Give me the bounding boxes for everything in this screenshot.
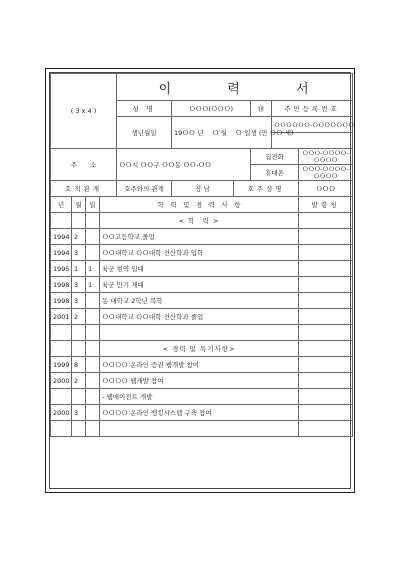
row-month: 2 [72,229,86,245]
row-year: 1998 [51,293,72,309]
relation-value: 장 남 [172,181,234,197]
section-education: < 학 력 > [100,213,299,229]
name-value: ＯＯＯ(ＯＯＯ) [172,101,251,117]
name-label: 성 명 [117,101,172,117]
row-issuer [299,245,353,261]
photo-box: ( 3 x 4 ) [51,74,117,149]
row-day [86,373,100,389]
row-month: 2 [72,373,86,389]
row-year: 1994 [51,229,72,245]
rrn-value: ＯＯＯＯＯＯ-ＯＯＯＯＯＯＯ [272,117,353,133]
col-month: 월 [72,197,86,213]
career-rows [51,357,353,421]
table-row [51,309,353,325]
row-issuer [299,389,353,405]
row-content: 육군 만기 제대 [100,277,299,293]
row-day [86,293,100,309]
row-content: 육군 현역 입대 [100,261,299,277]
home-phone-label: 집전화 [251,149,299,165]
row-day: 1 [86,261,100,277]
row-content: ＯＯＯＯ 온라인 증권 웹개발 참여 [100,357,299,373]
table-row [51,261,353,277]
row-day [86,229,100,245]
row-content: 동 대학교 2학년 복학 [100,293,299,309]
address-value: ＯＯ시 ＯＯ구 ＯＯ동 ＯＯ-ＯＯ [117,149,251,181]
row-issuer [299,277,353,293]
row-content: ＯＯＯＯ 온라인 뱅킹시스템 구축 참여 [100,405,299,421]
seal-mark: ㊞ [251,101,272,117]
row-issuer [299,373,353,389]
row-day [86,309,100,325]
row-day [86,405,100,421]
table-row [51,357,353,373]
birth-label: 생년월일 [117,117,172,149]
row-issuer [299,293,353,309]
col-year: 년 [51,197,72,213]
resume-table [50,73,353,437]
table-row [51,405,353,421]
table-row [51,229,353,245]
row-content: ＯＯ대학교 ＯＯ대학 전산학과 졸업 [100,309,299,325]
row-issuer [299,309,353,325]
row-day [86,357,100,373]
resume-frame [45,68,355,493]
head-label: 호주성명 [234,181,299,197]
row-day [86,389,100,405]
table-row [51,293,353,309]
section-career: < 경력 및 특기사항> [100,341,299,357]
education-rows [51,229,353,325]
row-year: 1998 [51,277,72,293]
mobile-label: 휴대폰 [251,165,299,181]
row-content: ＯＯ대학교 ＯＯ대학 전산학과 입학 [100,245,299,261]
head-value: ＯＯＯ [299,181,353,197]
row-month: 3 [72,405,86,421]
row-month: 3 [72,293,86,309]
home-phone-value: ＯＯＯ-ＯＯＯＯ-ＯＯＯＯ [299,149,353,165]
row-year: 1999 [51,357,72,373]
row-year: 2001 [51,309,72,325]
table-row [51,373,353,389]
row-issuer [299,405,353,421]
row-day [86,245,100,261]
row-year: 1994 [51,245,72,261]
table-row [51,277,353,293]
row-year [51,389,72,405]
table-row [51,389,353,405]
row-year: 1995 [51,261,72,277]
row-content: - 웹에이전트 개발 [100,389,299,405]
row-issuer [299,229,353,245]
row-year: 2000 [51,405,72,421]
family-label: 호적관계 [51,181,117,197]
page-title: 이 력 서 [117,74,353,101]
mobile-value: ＯＯＯ-ＯＯＯＯ-ＯＯＯＯ [299,165,353,181]
row-year: 2000 [51,373,72,389]
col-day: 일 [86,197,100,213]
row-month: 2 [72,309,86,325]
row-month: 3 [72,277,86,293]
row-issuer [299,357,353,373]
row-content: ＯＯ고등학교 졸업 [100,229,299,245]
col-content: 학 력 및 경 력 사 항 [100,197,299,213]
row-content: ＯＯＯＯ 웹개발 참여 [100,373,299,389]
row-month [72,389,86,405]
row-month: 3 [72,245,86,261]
row-month: 1 [72,261,86,277]
rrn-label: 주민등록번호 [272,101,353,117]
resume-form [49,72,355,489]
row-day: 1 [86,277,100,293]
birth-value: 19ＯＯ 년 Ｏ 월 Ｏ 일생 (만 ＯＯ 세) [172,117,272,149]
relation-label: 호주와의 관계 [117,181,172,197]
row-issuer [299,261,353,277]
row-month: 8 [72,357,86,373]
table-row [51,245,353,261]
col-issuer: 발령청 [299,197,353,213]
address-label: 주 소 [51,149,117,181]
